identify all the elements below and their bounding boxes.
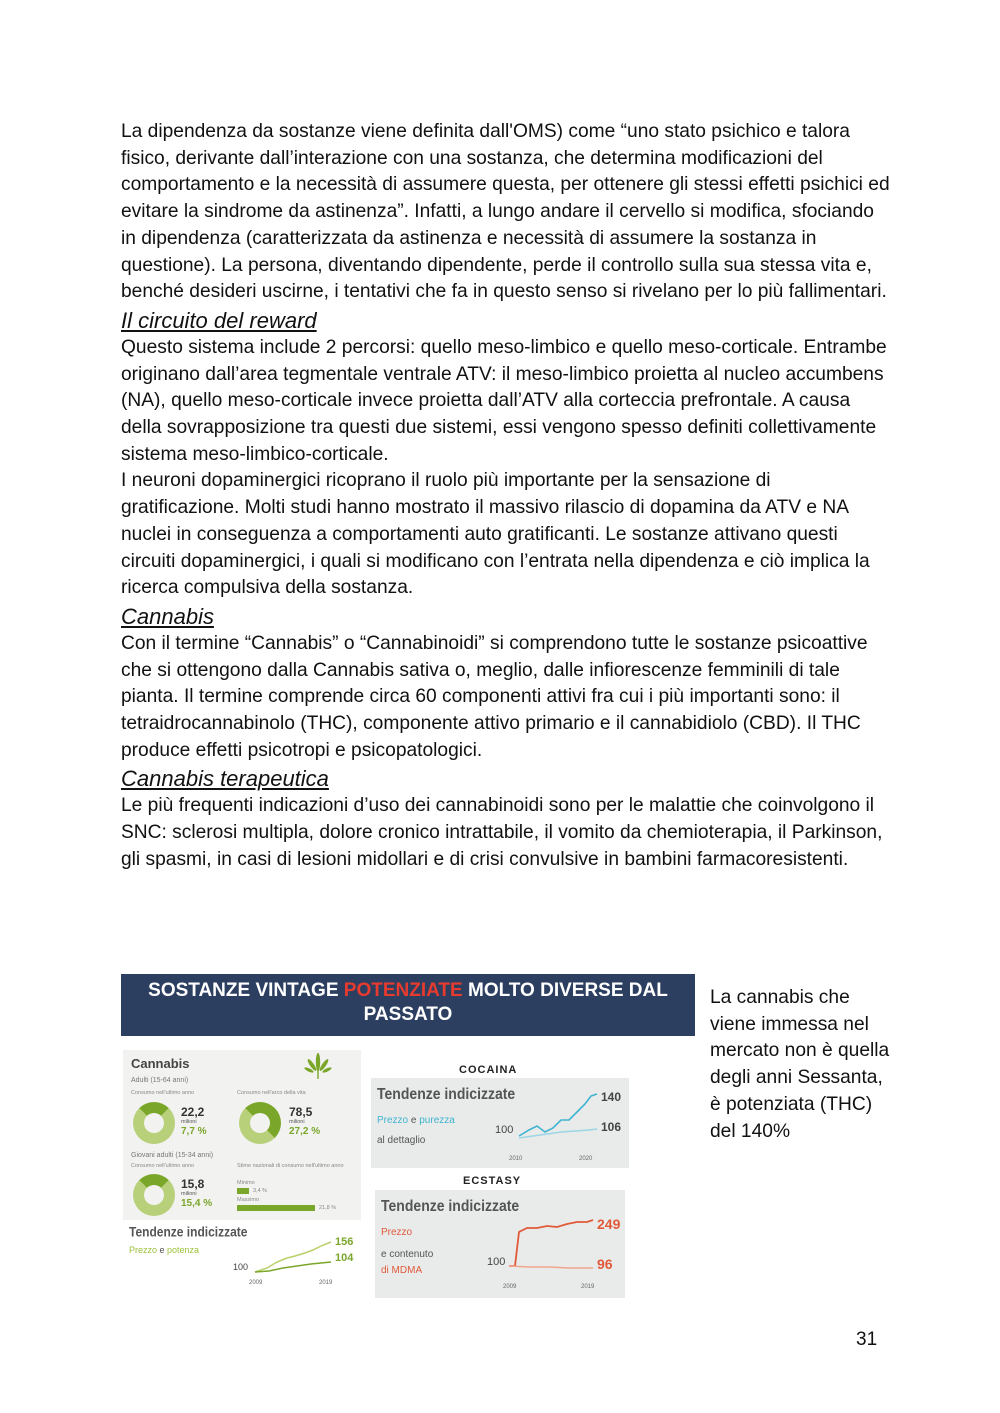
banner-text-post: MOLTO DIVERSE DAL PASSATO [363,980,668,1025]
cannabis-leaf-icon [301,1052,335,1080]
min-label: Minimo [237,1180,255,1186]
adults-last-year-pct: 7,7 % [181,1126,207,1137]
adults-last-year-label: Consumo nell'ultimo anno [131,1090,195,1096]
cocaina-year-start: 2010 [509,1156,523,1162]
cocaina-trend-box [371,1078,629,1168]
adults-label: Adulti (15-64 anni) [131,1077,189,1084]
banner-text-highlight: POTENZIATE [343,980,463,1001]
body-text [121,119,891,874]
paragraph-terapeutica: Le più frequenti indicazioni d’uso dei cannabinoidi sono per le malattie che coinvolgono il SNC: sclerosi multipla, dolore cronico intrattabile, il vomito da chemioterapia, il Parkinson, gli spasmi, in casi di lesioni midollari e di crisi convulsive in bambini farmacoresistenti. [121,795,883,870]
cocaina-sub-a: Prezzo [377,1115,409,1126]
paragraph-cannabis: Con il termine “Cannabis” o “Cannabinoidi” si comprendono tutte le sostanze psicoattive che si ottengono dalla Cannabis sativa o, meglio, dalle infiorescenze femminili di tale pianta. Il termine comprende circa 60 componenti attivi fra cui i più importanti sono: il tetraidrocannabinolo (THC), componente attivo primario e il cannabidiolo (CBD). Il THC produce effetti psicotropi e psicopatologici. [121,632,868,761]
infographic-caption: La cannabis che viene immessa nel mercato non è quella degli anni Sessanta, è potenziata (THC) del 140% [710,987,890,1142]
max-label: Massimo [237,1197,260,1203]
adults-last-year-unit: milioni [181,1119,197,1125]
ecstasy-year-end: 2019 [581,1284,595,1290]
adults-last-year-value: 22,2 [181,1105,205,1119]
cocaina-sub-c: al dettaglio [377,1135,426,1146]
heading-cannabis-terapeutica: Cannabis terapeutica [121,766,329,792]
ecstasy-line-price [509,1266,593,1268]
donut-adults-last-year [133,1102,175,1144]
adults-lifetime-value: 78,5 [289,1105,313,1119]
ecstasy-line-content [509,1220,593,1266]
infographic [121,974,695,1302]
ecstasy-sub-b: e contenuto [381,1249,434,1260]
paragraph-dipendenza: La dipendenza da sostanze viene definita dall'OMS) come “uno stato psichico e talora fisico, derivante dall’interazione con una sostanza, che determina modificazioni del comportamento e la necessità di assumere questa, per ottenere gli stessi effetti psichici ed evitare la sindrome da astinenza”. Infatti, a lungo andare il cervello si modifica, sfociando in dipendenza (caratterizzata da astinenza e necessità di assumere la sostanza in questione). La persona, diventando dipendente, perde il controllo sulla sua stessa vita e, benché desideri uscirne, i tentativi che fa in questo senso si rivelano per lo più fallimentari. [121,121,890,303]
ecstasy-year-start: 2009 [503,1284,517,1290]
ecstasy-trend-chart [509,1214,595,1278]
cannabis-year-start: 2009 [249,1280,263,1286]
young-last-year-label: Consumo nell'ultimo anno [131,1163,195,1169]
cocaina-end-2: 106 [601,1120,622,1134]
cannabis-year-end: 2019 [319,1280,333,1286]
cannabis-trend-end-2: 104 [335,1252,354,1264]
paragraph-neuroni: I neuroni dopaminergici ricoprano il ruolo più importante per la sensazione di gratificazione. Molti studi hanno mostrato il massivo rilascio di dopamina da ATV e NA nuclei in conseguenza a comportamenti auto gratificanti. Le sostanze attivano questi circuiti dopaminergici, i quali si modificano con l’entrata nella dipendenza e ciò implica la ricerca compulsiva della sostanza. [121,470,870,599]
young-unit: milioni [181,1191,197,1197]
banner-text-pre: SOSTANZE VINTAGE [148,980,344,1001]
page-number: 31 [856,1329,878,1350]
ecstasy-sub-c: di MDMA [381,1265,423,1276]
infographic-banner [121,974,695,1036]
donut-young [133,1174,175,1216]
cocaina-trend-title: Tendenze indicizzate [377,1084,516,1103]
min-bar [237,1188,249,1194]
adults-lifetime-unit: milioni [289,1119,305,1125]
heading-circuito-reward: Il circuito del reward [121,307,317,333]
cocaina-sub-b: purezza [419,1115,455,1126]
ecstasy-sub-a: Prezzo [381,1227,413,1238]
cocaina-base: 100 [495,1124,514,1136]
young-value: 15,8 [181,1177,205,1191]
cocaina-trend-chart [519,1090,599,1148]
cannabis-panel [123,1050,361,1300]
cannabis-trend-chart [255,1228,335,1278]
ecstasy-label: ECSTASY [463,1175,522,1187]
cocaina-sub-join: e [408,1115,420,1126]
adults-lifetime-pct: 27,2 % [289,1126,321,1137]
ecstasy-trend-box [375,1190,625,1298]
cocaina-line-price [519,1129,597,1138]
paragraph-sistema: Questo sistema include 2 percorsi: quello meso-limbico e quello meso-corticale. Entrambe originano dall’area tegmentale ventrale ATV: il meso-limbico proietta al nucleo accumbens (NA), quello meso-corticale invece proietta dall’ATV alla corteccia prefrontale. A causa della sovrapposizione tra questi due sistemi, essi vengono spesso definiti collettivamente sistema meso-limbico-corticale. [121,336,887,465]
max-value: 21,8 % [319,1205,337,1211]
max-bar [237,1205,315,1211]
cannabis-trend-base: 100 [233,1262,249,1272]
cannabis-trend-sub-a: Prezzo [129,1245,158,1255]
young-pct: 15,4 % [181,1198,213,1209]
cocaina-label: COCAINA [459,1064,518,1076]
young-label: Giovani adulti (15-34 anni) [131,1152,214,1159]
cannabis-title: Cannabis [131,1056,190,1071]
heading-cannabis: Cannabis [121,603,214,629]
donut-adults-lifetime [239,1102,281,1144]
national-label: Stime nazionali di consumo nell'ultimo anno [237,1163,344,1169]
cocaina-end-1: 140 [601,1090,622,1104]
min-value: 3,4 % [253,1188,268,1194]
cannabis-trend-sub-b: potenza [167,1245,200,1255]
cannabis-trend-sub-join: e [157,1245,168,1255]
cannabis-trend-title: Tendenze indicizzate [129,1224,248,1241]
cocaina-trend-subtitle [377,1114,455,1127]
cannabis-line-potency [255,1242,331,1272]
ecstasy-base: 100 [487,1256,506,1268]
ecstasy-end-1: 249 [597,1216,621,1232]
ecstasy-end-2: 96 [597,1256,613,1272]
cannabis-trend-end-1: 156 [335,1236,354,1248]
cocaina-year-end: 2020 [579,1156,593,1162]
cannabis-trend-box [123,1220,361,1300]
ecstasy-trend-title: Tendenze indicizzate [381,1196,520,1215]
cannabis-trend-subtitle [129,1244,199,1257]
cannabis-line-price [255,1262,331,1272]
adults-lifetime-label: Consumo nell'arco della vita [237,1090,306,1096]
